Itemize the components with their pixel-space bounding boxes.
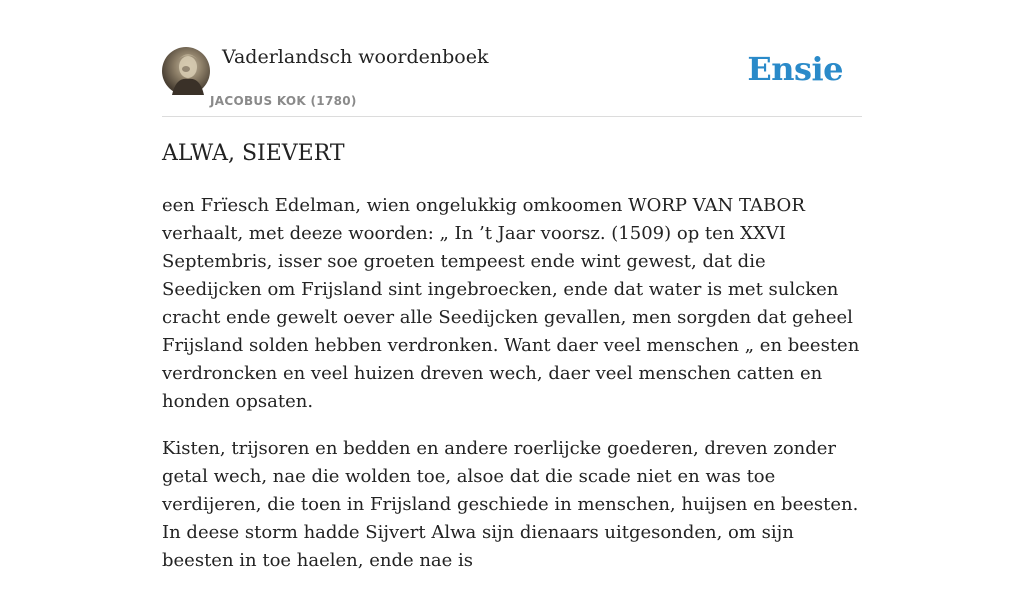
author-portrait-avatar[interactable] [162, 47, 210, 95]
header [162, 0, 862, 117]
book-title[interactable]: Vaderlandsch woordenboek [222, 46, 489, 68]
entry-body [162, 192, 862, 594]
portrait-icon [162, 47, 210, 95]
entry-paragraph: Kisten, trijsoren en bedden en andere roerlijcke goederen, dreven zonder getal wech, nae die wolden toe, alsoe dat die scade niet en was toe verdijeren, die toen in Frijsland geschiede in menschen, huijsen en beesten. In deese storm hadde Sijvert Alwa sijn dienaars uitgesonden, om sijn beesten in toe haelen, ende nae is [162, 438, 859, 571]
ensie-logo[interactable]: Ensie [747, 50, 843, 88]
book-author: JACOBUS KOK (1780) [210, 94, 357, 108]
entry-paragraph: een Frïesch Edelman, wien ongelukkig omkoomen WORP VAN TABOR verhaalt, met deeze woorden: „ In ’t Jaar voorsz. (1509) op ten XXVI Septembris, isser soe groeten tempeest ende wint gewest, dat die Seedijcken om Frijsland sint ingebroecken, ende dat water is met sulcken cracht ende gewelt oever alle Seedijcken gevallen, men sorgden dat geheel Frijsland solden hebben verdronken. Want daer veel menschen „ en beesten verdroncken en veel huizen dreven wech, daer veel menschen catten en honden opsaten. [162, 195, 860, 412]
entry-title: ALWA, SIEVERT [162, 141, 345, 166]
